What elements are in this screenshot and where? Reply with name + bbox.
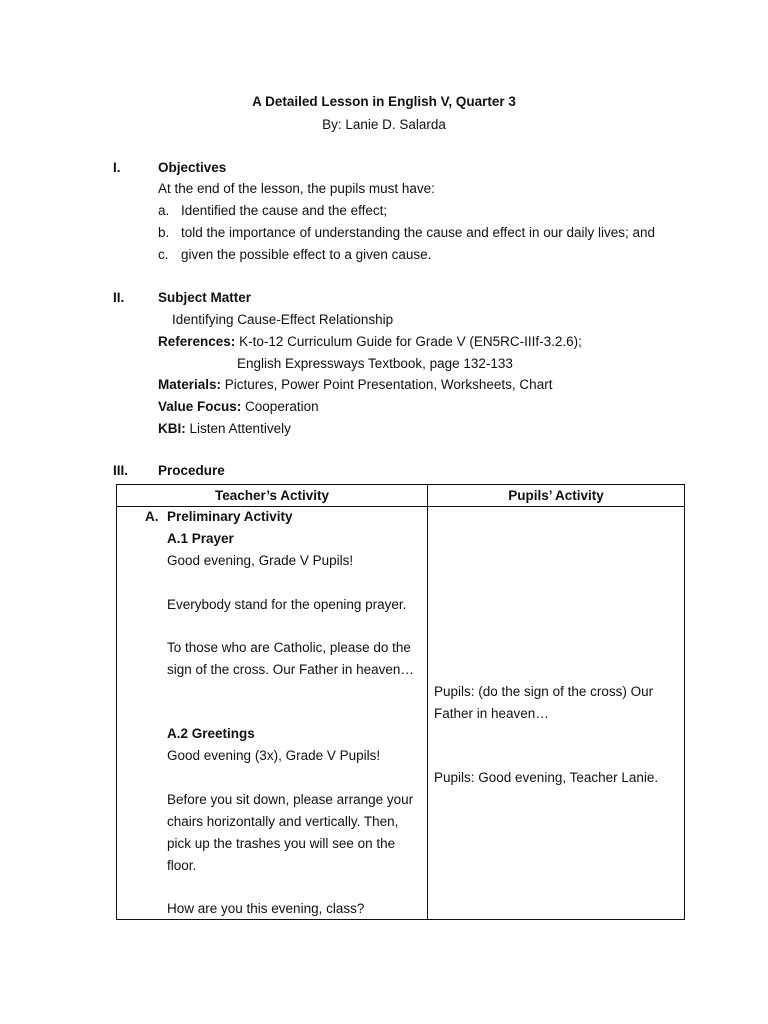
objective-marker-a: a. — [158, 203, 170, 218]
value-focus-line — [158, 398, 319, 416]
objectives-heading: Objectives — [158, 160, 227, 175]
pupils-activity-cell — [428, 507, 685, 920]
teacher-line: Good evening (3x), Grade V Pupils! — [167, 748, 381, 763]
objective-item-a: Identified the cause and the effect; — [181, 203, 388, 218]
subject-matter-numeral: II. — [113, 290, 125, 305]
objective-item-c: given the possible effect to a given cause. — [181, 247, 432, 262]
objectives-intro: At the end of the lesson, the pupils must have: — [158, 181, 435, 196]
references-line — [158, 333, 582, 351]
kbi-value: Listen Attentively — [189, 421, 291, 436]
teacher-line: pick up the trashes you will see on the — [167, 836, 396, 851]
subject-topic: Identifying Cause-Effect Relationship — [172, 312, 394, 327]
teacher-activity-header: Teacher’s Activity — [117, 485, 428, 507]
teacher-line: To those who are Catholic, please do the — [167, 640, 411, 655]
teacher-line: sign of the cross. Our Father in heaven… — [167, 662, 414, 677]
value-focus-value: Cooperation — [245, 399, 319, 414]
table-row — [117, 507, 685, 920]
pupil-line: Pupils: (do the sign of the cross) Our — [434, 684, 654, 699]
procedure-table — [116, 484, 685, 920]
pupil-line: Father in heaven… — [434, 706, 549, 721]
teacher-line: Good evening, Grade V Pupils! — [167, 553, 354, 568]
references-label: References: — [158, 334, 236, 349]
objectives-numeral: I. — [113, 160, 121, 175]
value-focus-label: Value Focus: — [158, 399, 242, 414]
prayer-heading: A.1 Prayer — [167, 531, 234, 546]
teacher-line: Before you sit down, please arrange your — [167, 792, 414, 807]
pupils-activity-header: Pupils’ Activity — [428, 485, 685, 507]
references-continuation: English Expressways Textbook, page 132-133 — [237, 356, 513, 371]
materials-line — [158, 376, 552, 394]
section-marker: A. — [145, 509, 159, 524]
kbi-label: KBI: — [158, 421, 186, 436]
objective-item-b: told the importance of understanding the cause and effect in our daily lives; and — [181, 225, 656, 240]
materials-label: Materials: — [158, 377, 222, 392]
teacher-line: floor. — [167, 858, 197, 873]
subject-matter-heading: Subject Matter — [158, 290, 252, 305]
objective-marker-b: b. — [158, 225, 170, 240]
document-author: By: Lanie D. Salarda — [322, 117, 446, 132]
greetings-heading: A.2 Greetings — [167, 726, 255, 741]
kbi-line — [158, 420, 291, 438]
procedure-heading: Procedure — [158, 463, 225, 478]
teacher-line: chairs horizontally and vertically. Then, — [167, 814, 399, 829]
document-title: A Detailed Lesson in English V, Quarter 3 — [252, 94, 516, 109]
teacher-line: How are you this evening, class? — [167, 901, 365, 916]
procedure-numeral: III. — [113, 463, 129, 478]
teacher-line: Everybody stand for the opening prayer. — [167, 597, 407, 612]
pupil-line: Pupils: Good evening, Teacher Lanie. — [434, 770, 659, 785]
objective-marker-c: c. — [158, 247, 169, 262]
materials-value: Pictures, Power Point Presentation, Worksheets, Chart — [224, 377, 553, 392]
teacher-activity-cell — [117, 507, 428, 920]
table-header-row — [117, 485, 685, 507]
references-value: K-to-12 Curriculum Guide for Grade V (EN5RC-IIIf-3.2.6); — [239, 334, 582, 349]
section-title: Preliminary Activity — [167, 509, 293, 524]
